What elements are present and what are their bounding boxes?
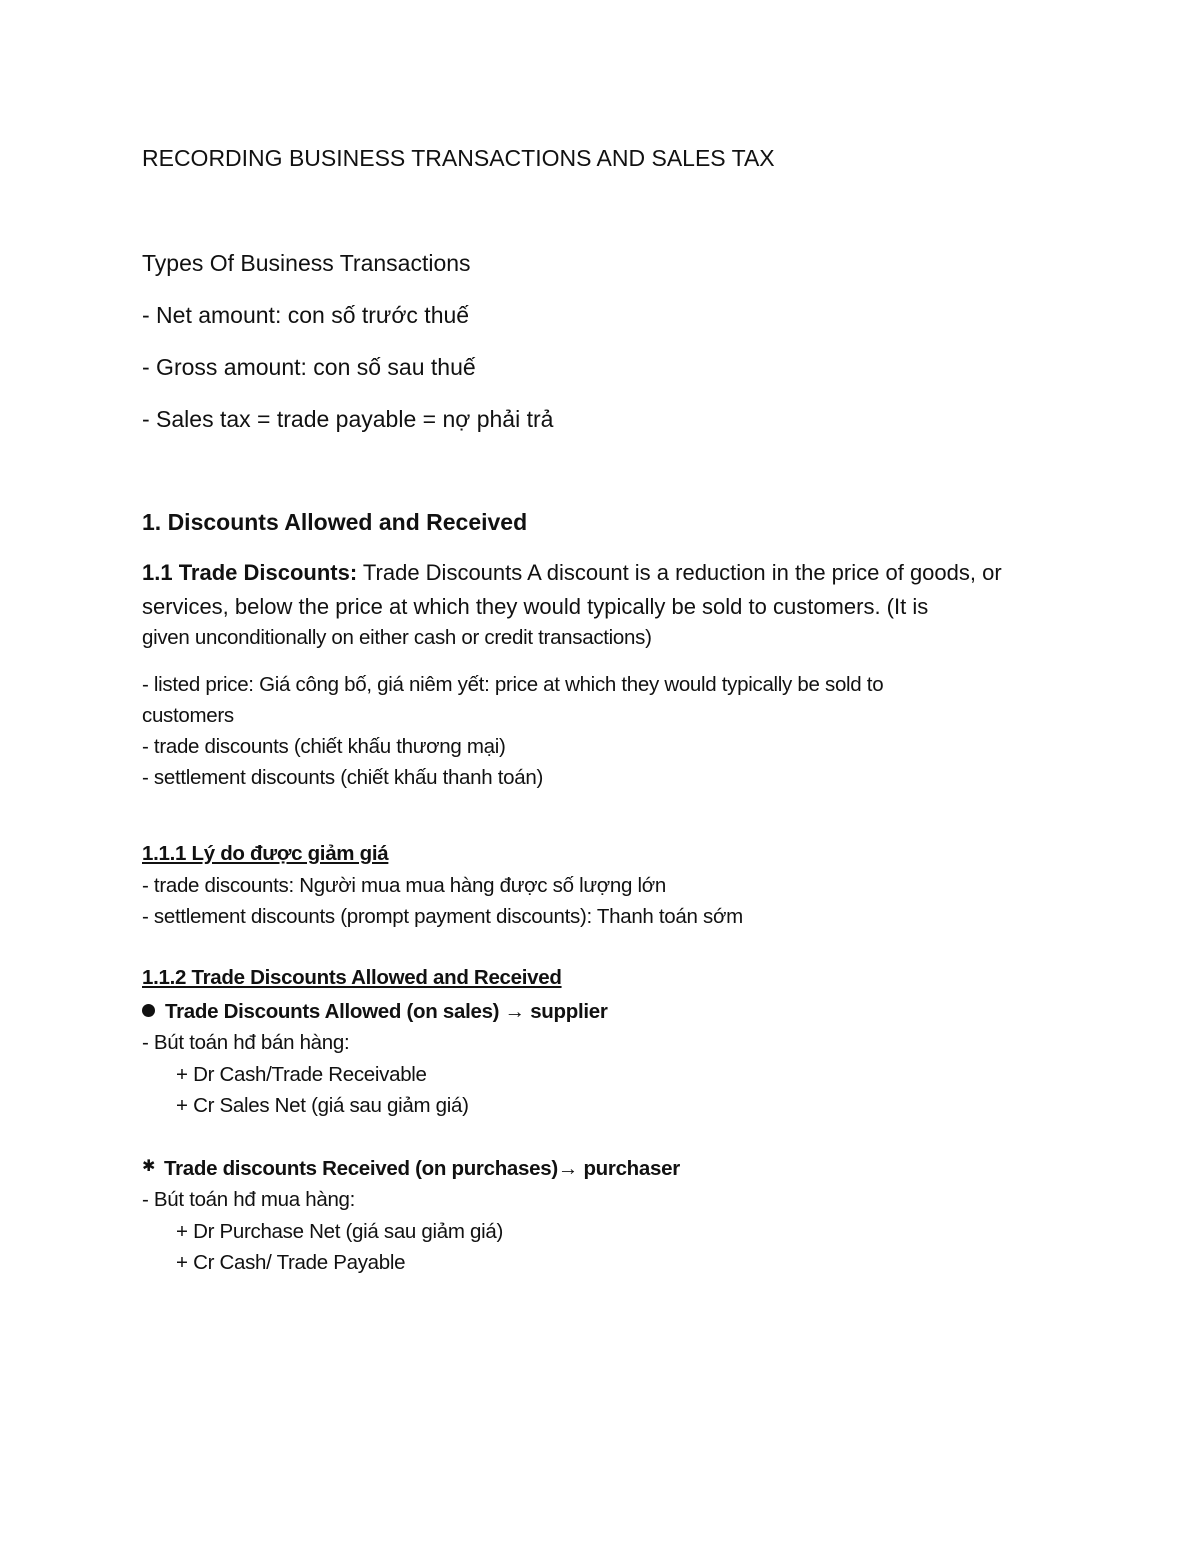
filled-circle-bullet-icon [142,1004,155,1017]
section-1-heading: 1. Discounts Allowed and Received [142,509,528,535]
term-listed-price-cont: customers [142,704,234,727]
document-title: RECORDING BUSINESS TRANSACTIONS AND SALES TAX [142,145,775,171]
reason-settlement-discounts: - settlement discounts (prompt payment discounts): Thanh toán sớm [142,905,743,928]
allowed-received-heading: 1.1.2 Trade Discounts Allowed and Received [142,966,562,989]
received-entry-label: - Bút toán hđ mua hàng: [142,1188,356,1211]
term-trade-discounts: - trade discounts (chiết khấu thương mại) [142,735,506,758]
term-settlement-discounts: - settlement discounts (chiết khấu thanh toán) [142,766,543,789]
allowed-entry-credit: + Cr Sales Net (giá sau giảm giá) [176,1094,469,1117]
received-entry-debit: + Dr Purchase Net (giá sau giảm giá) [176,1220,504,1243]
reason-trade-discounts: - trade discounts: Người mua mua hàng được số lượng lớn [142,874,666,897]
received-bullet-line [142,1157,680,1181]
received-entry-credit: + Cr Cash/ Trade Payable [176,1251,406,1274]
types-item-gross-amount: - Gross amount: con số sau thuế [142,354,476,380]
trade-discounts-label: 1.1 Trade Discounts: [142,560,358,585]
types-item-sales-tax: - Sales tax = trade payable = nợ phải trả [142,406,554,432]
types-heading: Types Of Business Transactions [142,250,471,276]
received-title: Trade discounts Received (on purchases)→ purchaser [164,1157,680,1180]
allowed-bullet-line [142,1000,608,1024]
types-item-net-amount: - Net amount: con số trước thuế [142,302,470,328]
reasons-heading: 1.1.1 Lý do được giảm giá [142,842,389,865]
trade-discounts-paragraph-line2: services, below the price at which they would typically be sold to customers. (It is [142,594,929,619]
trade-discounts-paragraph-line1 [142,560,1002,585]
allowed-entry-label: - Bút toán hđ bán hàng: [142,1031,350,1054]
star-bullet-icon: ✱ [142,1158,156,1176]
allowed-entry-debit: + Dr Cash/Trade Receivable [176,1063,427,1086]
trade-discounts-paragraph-line3: given unconditionally on either cash or credit transactions) [142,626,652,649]
allowed-title: Trade Discounts Allowed (on sales) → supplier [165,1000,608,1023]
trade-discounts-text: Trade Discounts A discount is a reduction in the price of goods, or [357,560,1002,585]
term-listed-price: - listed price: Giá công bố, giá niêm yết: price at which they would typically be sold to [142,673,884,696]
